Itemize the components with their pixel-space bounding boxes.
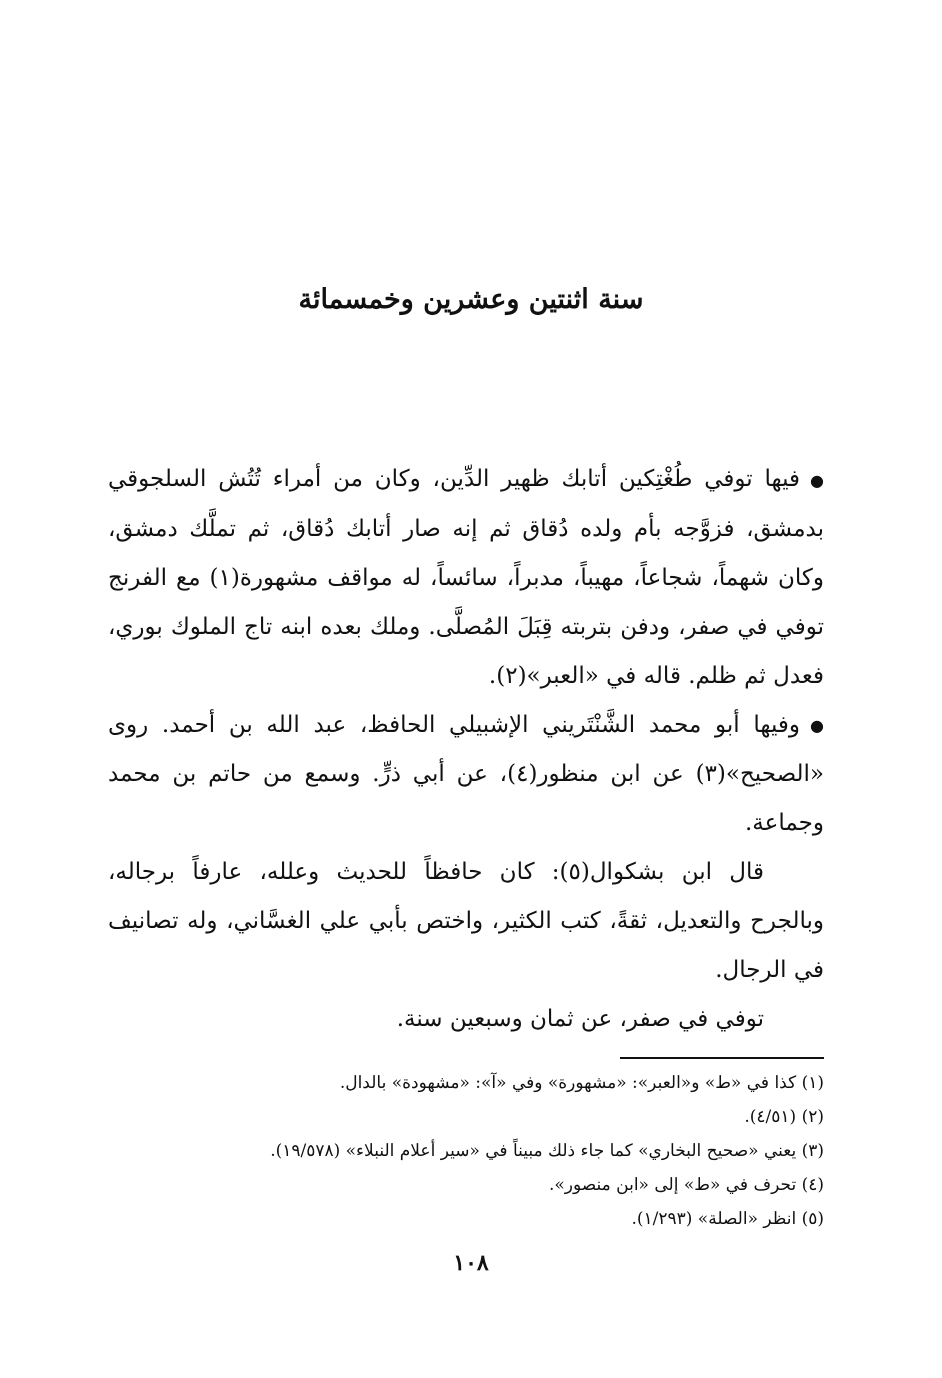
paragraph-1 [108, 455, 824, 701]
footnote-5: (٥) انظر «الصلة» (١/٢٩٣). [631, 1209, 824, 1229]
paragraph-2 [108, 701, 824, 849]
bullet-icon: ● [810, 716, 824, 735]
paragraph-4-text: توفي في صفر، عن ثمان وسبعين سنة. [396, 1006, 764, 1032]
paragraph-2-text: وفيها أبو محمد الشَّنْتَريني الإشبيلي الحافظ، عبد الله بن أحمد. روى «الصحيح»(٣) عن ابن منظور(٤)، عن أبي ذرٍّ. وسمع من حاتم بن محمد وجماعة. [108, 711, 824, 836]
paragraph-1-text: فيها توفي طُغْتِكين أتابك ظهير الدِّين، وكان من أمراء تُتُش السلجوقي بدمشق، فزوَّجه بأم ولده دُقاق ثم إنه صار أتابك دُقاق، ثم تملَّك دمشق، وكان شهماً، شجاعاً، مهيباً، مدبراً، سائساً، له مواقف مشهورة(١) مع الفرنج توفي في صفر، ودفن بتربته قِبَلَ المُصلَّى. وملك بعده ابنه تاج الملوك بوري، فعدل ثم ظلم. قاله في «العبر»(٢). [108, 466, 824, 689]
paragraph-3-text: قال ابن بشكوال(٥): كان حافظاً للحديث وعلله، عارفاً برجاله، وبالجرح والتعديل، ثقةً، كتب الكثير، واختص بأبي علي الغسَّاني، وله تصانيف في الرجال. [108, 859, 824, 983]
footnote-2: (٢) (٤/٥١). [744, 1107, 824, 1127]
page-number: ١٠٨ [453, 1250, 489, 1276]
footnotes [108, 1066, 824, 1236]
footnote-3: (٣) يعني «صحيح البخاري» كما جاء ذلك مبيناً في «سير أعلام النبلاء» (١٩/٥٧٨). [270, 1141, 824, 1161]
paragraph-4 [108, 995, 824, 1044]
footnote-4: (٤) تحرف في «ط» إلى «ابن منصور». [548, 1175, 824, 1195]
footnote-divider [620, 1057, 824, 1059]
paragraph-3 [108, 848, 824, 995]
page-title: سنة اثنتين وعشرين وخمسمائة [298, 284, 644, 315]
bullet-icon: ● [810, 470, 824, 490]
footnote-1: (١) كذا في «ط» و«العبر»: «مشهورة» وفي «آ»: «مشهودة» بالدال. [339, 1073, 824, 1093]
main-text [108, 455, 824, 1044]
